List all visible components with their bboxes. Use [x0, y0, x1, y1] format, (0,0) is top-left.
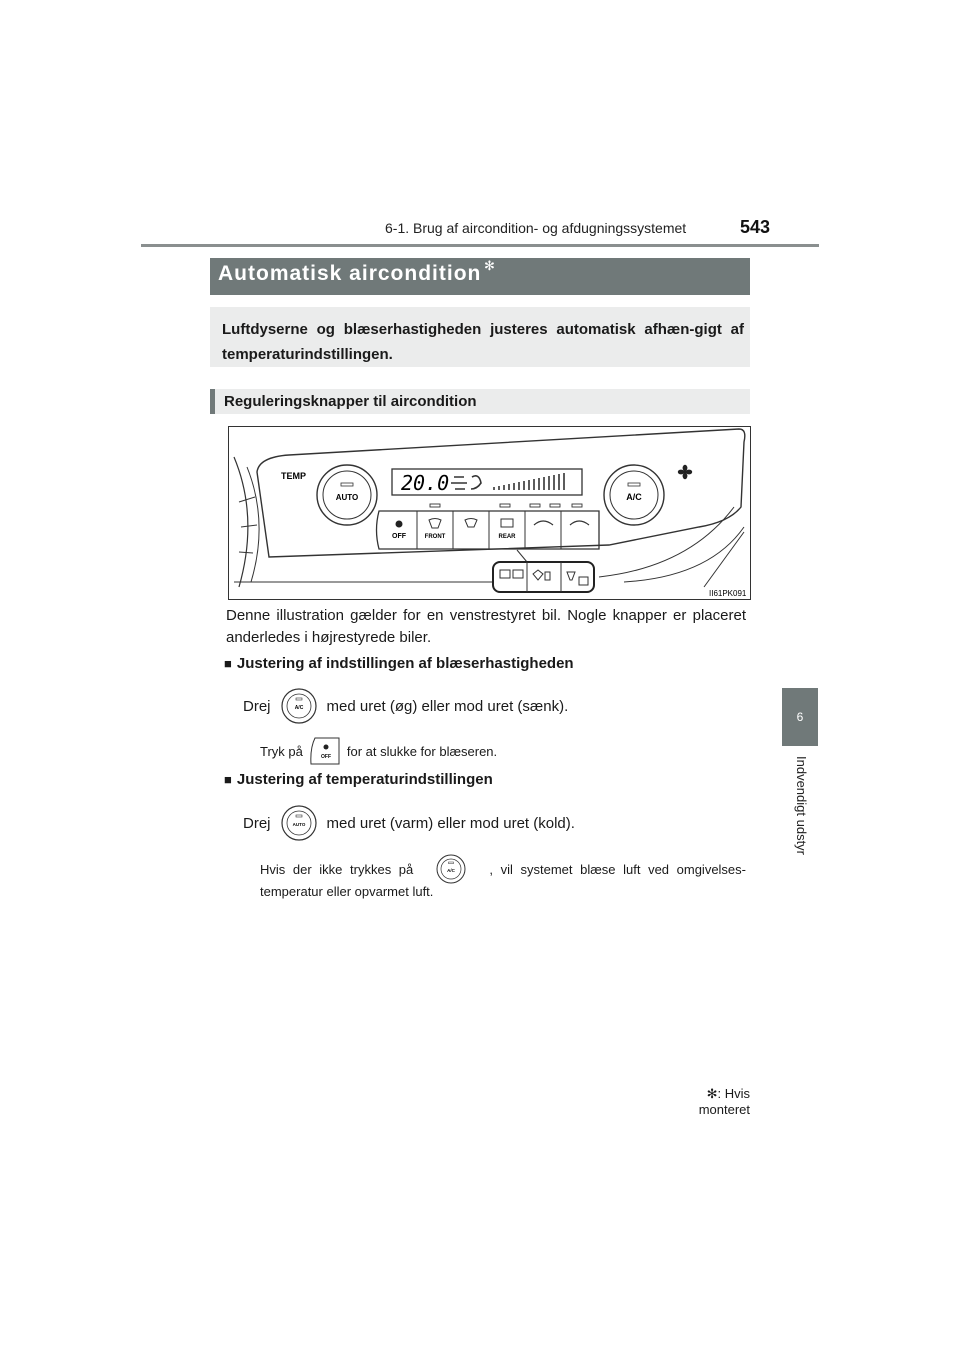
control-panel-drawing	[229, 427, 750, 599]
title-asterisk: ✻	[484, 258, 495, 273]
chapter-header: 6-1. Brug af aircondition- og afdugningssystemet	[385, 220, 687, 236]
header-rule	[141, 244, 819, 247]
subheading: Reguleringsknapper til aircondition	[224, 393, 477, 410]
subheading-accent	[210, 389, 215, 414]
ac-knob-icon	[279, 688, 319, 724]
off-button-icon-label: OFF	[320, 754, 331, 760]
ac-knob-small-icon-label: A/C	[447, 868, 456, 873]
off-button-label: OFF	[392, 533, 406, 540]
ac-knob-icon-label: A/C	[294, 705, 303, 711]
off-button-icon	[309, 736, 341, 766]
illustration-note: Denne illustration gælder for en venstrestyret bil. Nogle knapper er placeret anderledes i højrestyrede biler.	[226, 607, 746, 646]
intro-text: Luftdyserne og blæserhastigheden justeres automatisk afhæn-gigt af temperaturindstillingen.	[222, 321, 744, 363]
temperature-instruction: Drej AUTO med uret (varm) eller mod uret (kold).	[243, 805, 575, 841]
temperature-note: Hvis der ikke trykkes på A/C , vil systemet blæse luft ved omgivelses-	[260, 852, 746, 886]
temp-label: TEMP	[281, 471, 307, 481]
auto-knob-icon	[279, 805, 319, 841]
auto-knob-icon-label: AUTO	[292, 822, 305, 827]
control-panel-illustration	[228, 426, 751, 600]
chapter-tab-number: 6	[796, 710, 804, 724]
section-title: Automatisk aircondition	[218, 262, 482, 285]
front-button-label: FRONT	[424, 534, 446, 540]
temperature-note-line2: temperatur eller opvarmet luft.	[260, 884, 434, 899]
fan-off-note: Tryk på OFF for at slukke for blæseren.	[260, 736, 497, 766]
temperature-display: 20.0	[401, 471, 450, 495]
section-fan-speed-heading: ■ Justering af indstillingen af blæserhastigheden	[224, 655, 574, 672]
rear-button-label: REAR	[498, 534, 516, 540]
square-bullet-icon: ■	[224, 772, 232, 787]
auto-knob-label: AUTO	[335, 493, 359, 502]
square-bullet-icon: ■	[224, 656, 232, 671]
ac-knob-label: A/C	[626, 492, 642, 502]
page-number: 543	[740, 217, 771, 237]
chapter-tab	[782, 688, 818, 746]
footnote: ✻: Hvis monteret	[698, 1086, 750, 1117]
section-temperature-heading: ■ Justering af temperaturindstillingen	[224, 771, 493, 788]
illustration-code: II61PK091	[709, 589, 747, 598]
ac-knob-small-icon	[435, 853, 467, 885]
fan-speed-instruction: Drej A/C med uret (øg) eller mod uret (sænk).	[243, 688, 568, 724]
chapter-tab-label: Indvendigt udstyr	[794, 756, 809, 856]
